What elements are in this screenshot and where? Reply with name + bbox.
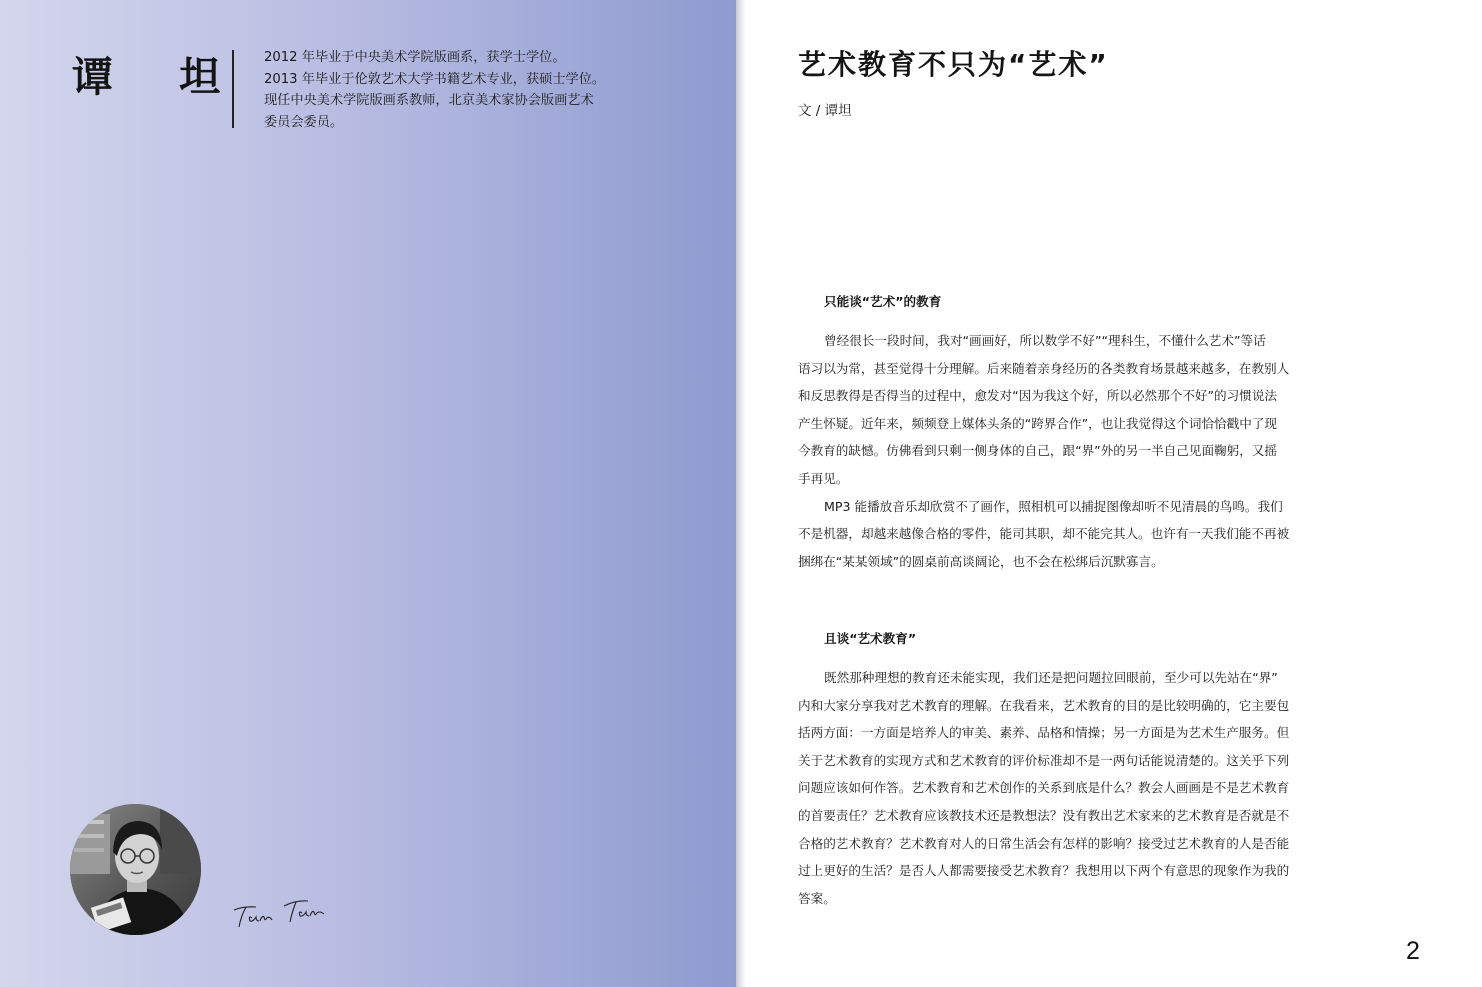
text-line: 和反思教得是否得当的过程中，愈发对“因为我这个好，所以必然那个不好”的习惯说法 [798,388,1278,404]
section-body [798,327,1328,575]
bio-line: 2012 年毕业于中央美术学院版画系，获学士学位。 [264,50,566,65]
text-line: 过上更好的生活？是否人人都需要接受艺术教育？我想用以下两个有意思的现象作为我的 [798,863,1290,879]
text-line: 括两方面：一方面是培养人的审美、素养、品格和情操；另一方面是为艺术生产服务。但 [798,725,1290,741]
byline: 文 / 谭坦 [798,103,852,119]
bio-line: 委员会委员。 [264,114,344,130]
text-line: 的首要责任？艺术教育应该教技术还是教想法？没有教出艺术家来的艺术教育是否就是不 [798,807,1290,823]
text-line: 捆绑在“某某领域”的圆桌前高谈阔论，也不会在松绑后沉默寡言。 [798,553,1164,569]
text-line: 问题应该如何作答。艺术教育和艺术创作的关系到底是什么？教会人画画是不是艺术教育 [798,780,1290,796]
text-line: 内和大家分享我对艺术教育的理解。在我看来，艺术教育的目的是比较明确的，它主要包 [798,697,1290,713]
text-line: 不是机器，却越来越像合格的零件，能司其职，却不能完其人。也许有一天我们能不再被 [798,526,1290,542]
section-heading: 只能谈“艺术”的教育 [824,294,942,309]
section-1 [798,293,1328,575]
bio-line: 2013 年毕业于伦敦艺术大学书籍艺术专业，获硕士学位。 [264,71,606,87]
right-page [746,0,1482,987]
text-line: 关于艺术教育的实现方式和艺术教育的评价标准却不是一两句话能说清楚的。这关乎下列 [798,752,1290,768]
text-line: 产生怀疑。近年来，频频登上媒体头条的“跨界合作”，也让我觉得这个词恰恰戳中了现 [798,415,1278,431]
text-line: 手再见。 [798,470,849,486]
page-gutter [736,0,746,987]
author-portrait [70,804,201,935]
text-line: 曾经很长一段时间，我对“画画好，所以数学不好”“理科生，不懂什么艺术”等话 [824,333,1266,348]
bio-line: 现任中央美术学院版画系教师，北京美术家协会版画艺术 [264,93,594,108]
article-title: 艺术教育不只为“艺术” [798,48,1109,81]
text-line: 答案。 [798,890,836,906]
section-2 [798,630,1328,912]
portrait-photo [70,804,201,935]
text-line: 今教育的缺憾。仿佛看到只剩一侧身体的自己，跟“界”外的另一半自己见面鞠躬，又摇 [798,443,1278,459]
text-line: 合格的艺术教育？艺术教育对人的日常生活会有怎样的影响？接受过艺术教育的人是否能 [798,835,1290,851]
author-bio [264,47,624,133]
text-line: 既然那种理想的教育还未能实现，我们还是把问题拉回眼前，至少可以先站在“界” [824,670,1278,685]
section-body [798,664,1328,912]
name-divider [232,50,234,128]
section-heading: 且谈“艺术教育” [824,631,917,646]
author-signature [232,890,336,934]
text-line: 语习以为常，甚至觉得十分理解。后来随着亲身经历的各类教育场景越来越多，在教别人 [798,360,1290,376]
text-line: MP3 能播放音乐却欣赏不了画作，照相机可以捕捉图像却听不见清晨的鸟鸣。我们 [824,498,1283,514]
author-name: 谭 坦 [72,53,223,101]
page-number: 2 [1406,937,1420,965]
left-page [0,0,736,987]
